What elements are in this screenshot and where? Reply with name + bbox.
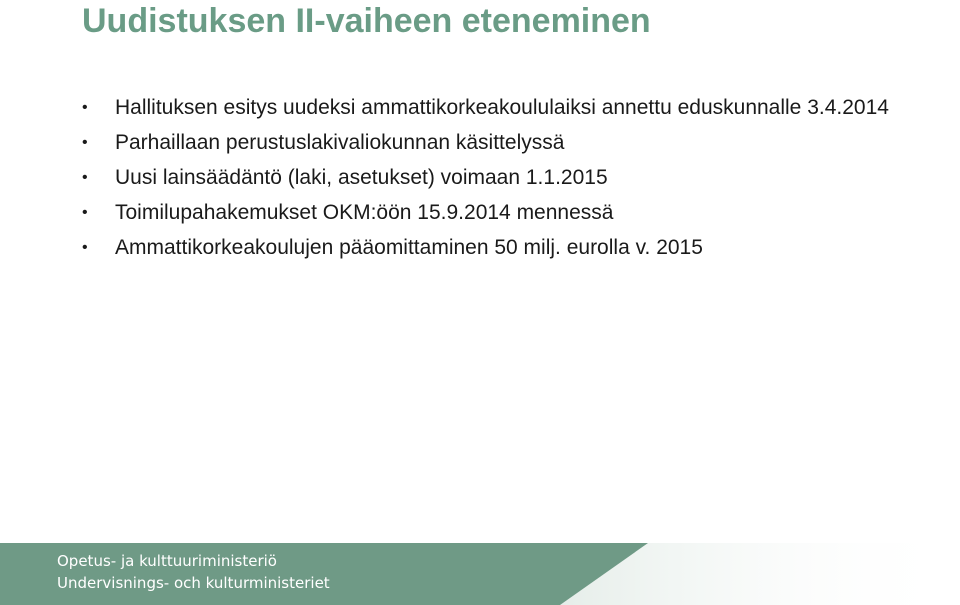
bullet-item bbox=[82, 199, 942, 226]
bullet-marker: • bbox=[82, 239, 88, 256]
bullet-item bbox=[82, 94, 942, 121]
ministry-name-swedish: Undervisnings- och kulturministeriet bbox=[57, 574, 330, 592]
ministry-footer-band bbox=[0, 543, 960, 605]
bullet-item bbox=[82, 234, 942, 261]
bullet-text: Toimilupahakemukset OKM:öön 15.9.2014 mennessä bbox=[115, 201, 614, 224]
bullet-item bbox=[82, 164, 942, 191]
bullet-marker: • bbox=[82, 204, 88, 221]
bullet-marker: • bbox=[82, 169, 88, 186]
slide-title: Uudistuksen II-vaiheen eteneminen bbox=[82, 2, 651, 40]
ministry-name-finnish: Opetus- ja kulttuuriministeriö bbox=[57, 552, 277, 570]
bullet-item bbox=[82, 129, 942, 156]
bullet-list bbox=[82, 94, 942, 269]
bullet-text: Hallituksen esitys uudeksi ammattikorkeakoululaiksi annettu eduskunnalle 3.4.2014 bbox=[115, 96, 889, 119]
bullet-marker: • bbox=[82, 99, 88, 116]
bullet-text: Parhaillaan perustuslakivaliokunnan käsittelyssä bbox=[115, 131, 565, 154]
bullet-marker: • bbox=[82, 134, 88, 151]
bullet-text: Ammattikorkeakoulujen pääomittaminen 50 milj. eurolla v. 2015 bbox=[115, 236, 703, 259]
bullet-text: Uusi lainsäädäntö (laki, asetukset) voimaan 1.1.2015 bbox=[115, 166, 608, 189]
